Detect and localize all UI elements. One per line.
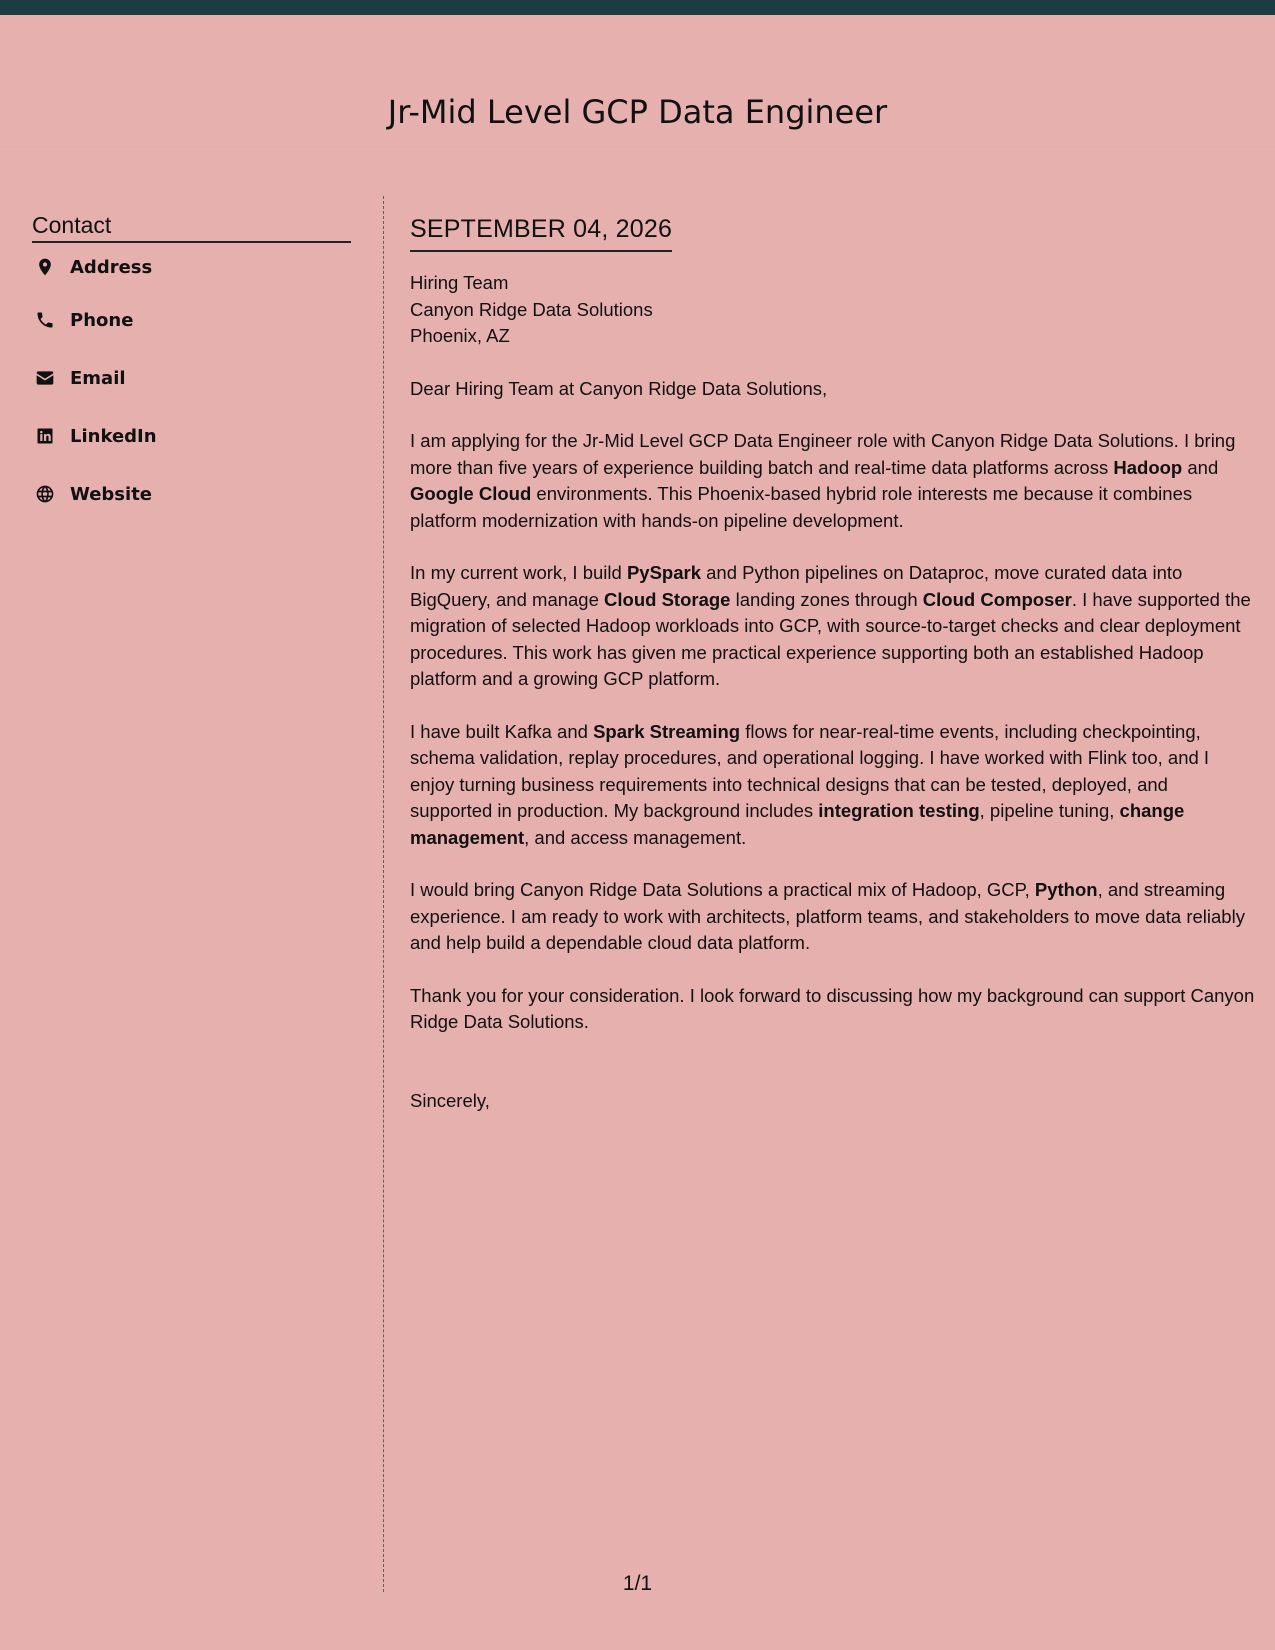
salutation: Dear Hiring Team at Canyon Ridge Data Solutions, (410, 377, 828, 399)
recipient-block (410, 270, 1255, 350)
letter-paragraph (410, 428, 1255, 534)
emphasis-text: Cloud Storage (604, 588, 731, 610)
closing: Sincerely, (410, 1089, 490, 1111)
emphasis-text: PySpark (626, 562, 701, 583)
linkedin-icon (32, 423, 58, 449)
column-divider (383, 196, 384, 1592)
paragraph-text: and (1182, 456, 1219, 478)
letter-paragraph (410, 719, 1255, 852)
emphasis-text: Python (1034, 879, 1098, 900)
paragraph-text: , and access management. (524, 826, 747, 848)
emphasis-text: change management (410, 800, 1185, 848)
paragraph-text: . I have supported the migration of selected Hadoop workloads into GCP, with source-to-target checks and clear deployment procedures. This work has given me practical experience supporting both an established Hadoop platform and a growing GCP platform. (410, 588, 1251, 689)
paragraph-text: Thank you for your consideration. I look forward to discussing how my background can support Canyon Ridge Data Solutions. (410, 984, 1255, 1032)
emphasis-text: Google Cloud (410, 483, 532, 504)
contact-label: Phone (70, 309, 134, 331)
phone-icon (32, 307, 58, 333)
paragraph-text: I am applying for the Jr-Mid Level GCP Data Engineer role with Canyon Ridge Data Solutions. I bring more than five years of experience building batch and real-time data platforms across (410, 430, 1236, 478)
contact-heading: Contact (32, 210, 351, 243)
letter-date: SEPTEMBER 04, 2026 (410, 212, 672, 252)
contact-item-address[interactable] (32, 243, 351, 291)
emphasis-text: integration testing (818, 800, 980, 821)
recipient-line: Hiring Team (410, 272, 509, 293)
cover-letter-body (410, 212, 1255, 1133)
map-marker-icon (32, 254, 58, 280)
paragraph-text: environments. This Phoenix-based hybrid role interests me because it combines platform modernization with hands-on pipeline development. (410, 483, 1193, 531)
page-title: Jr-Mid Level GCP Data Engineer (387, 93, 888, 131)
paragraph-text: I have built Kafka and (410, 720, 594, 742)
letter-paragraph (410, 877, 1255, 957)
header-divider (0, 146, 1275, 147)
top-accent-bar (0, 0, 1275, 15)
page-number: 1/1 (622, 1572, 653, 1595)
envelope-icon (32, 365, 58, 391)
emphasis-text: Hadoop (1113, 456, 1183, 478)
contact-label: Email (70, 367, 126, 389)
paragraph-text: , pipeline tuning, (979, 800, 1120, 821)
paragraph-text: landing zones through (730, 588, 923, 610)
letter-paragraph (410, 560, 1255, 693)
contact-label: Address (70, 256, 153, 278)
paragraph-text: I would bring Canyon Ridge Data Solutions a practical mix of Hadoop, GCP, (410, 879, 1035, 900)
contact-item-phone[interactable] (32, 291, 351, 349)
contact-label: Website (70, 483, 153, 505)
paragraph-text: , and streaming experience. I am ready to work with architects, platform teams, and stakeholders to move data reliably and help build a dependable cloud data platform. (410, 879, 1245, 953)
contact-sidebar (32, 210, 351, 523)
letter-paragraph (410, 983, 1255, 1036)
emphasis-text: Spark Streaming (593, 720, 741, 742)
globe-icon (32, 481, 58, 507)
contact-item-email[interactable] (32, 349, 351, 407)
contact-item-website[interactable] (32, 465, 351, 523)
paragraph-text: and Python pipelines on Dataproc, move curated data into BigQuery, and manage (410, 562, 1183, 610)
recipient-line: Canyon Ridge Data Solutions (410, 298, 653, 320)
contact-label: LinkedIn (70, 425, 157, 447)
contact-item-linkedin[interactable] (32, 407, 351, 465)
emphasis-text: Cloud Composer (922, 588, 1072, 610)
paragraph-text: flows for near-real-time events, including checkpointing, schema validation, replay procedures, and operational logging. I have worked with Flink too, and I enjoy turning business requirements into technical designs that can be tested, deployed, and supported in production. My background includes (410, 720, 1210, 821)
recipient-line: Phoenix, AZ (410, 325, 510, 346)
paragraph-text: In my current work, I build (410, 562, 627, 583)
contact-list (32, 243, 351, 523)
letter-paragraphs (410, 428, 1255, 1036)
